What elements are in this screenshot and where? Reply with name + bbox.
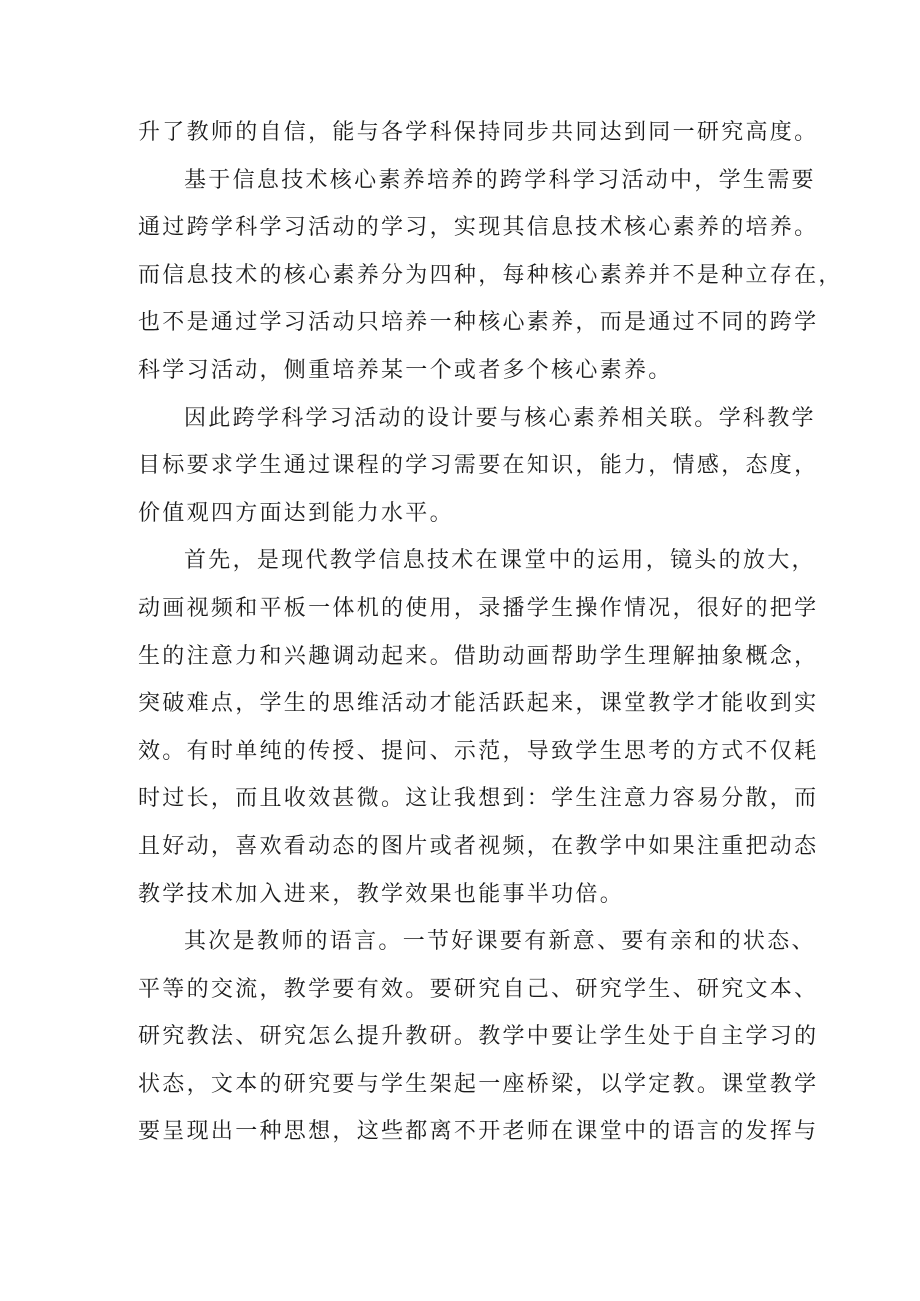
paragraph — [138, 109, 819, 157]
text-line: 研究教法、研究怎么提升教研。教学中要让学生处于自主学习的 — [138, 1024, 819, 1050]
text-line: 科学习活动，侧重培养某一个或者多个核心素养。 — [138, 357, 673, 383]
paragraph — [138, 395, 819, 538]
text-line: 基于信息技术核心素养培养的跨学科学习活动中，学生需要 — [184, 167, 816, 193]
text-line: 而信息技术的核心素养分为四种，每种核心素养并不是种立存在， — [138, 262, 843, 288]
text-line: 动画视频和平板一体机的使用，录播学生操作情况，很好的把学 — [138, 595, 819, 621]
text-line: 首先，是现代教学信息技术在课堂中的运用，镜头的放大， — [184, 548, 816, 574]
text-line: 效。有时单纯的传授、提问、示范，导致学生思考的方式不仅耗 — [138, 738, 819, 764]
text-line: 通过跨学科学习活动的学习，实现其信息技术核心素养的培养。 — [138, 215, 819, 241]
paragraph — [138, 157, 843, 395]
text-line: 平等的交流，教学要有效。要研究自己、研究学生、研究文本、 — [138, 976, 819, 1002]
text-line: 要呈现出一种思想，这些都离不开老师在课堂中的语言的发挥与 — [138, 1119, 819, 1145]
text-line: 升了教师的自信，能与各学科保持同步共同达到同一研究高度。 — [138, 120, 819, 145]
text-line: 时过长，而且收效甚微。这让我想到：学生注意力容易分散，而 — [138, 786, 819, 812]
text-line: 因此跨学科学习活动的设计要与核心素养相关联。学科教学 — [184, 405, 816, 431]
text-line: 其次是教师的语言。一节好课要有新意、要有亲和的状态、 — [184, 929, 816, 955]
text-line: 价值观四方面达到能力水平。 — [138, 500, 454, 526]
paragraph — [138, 918, 819, 1156]
document-body — [138, 109, 843, 1156]
text-line: 状态，文本的研究要与学生架起一座桥梁，以学定教。课堂教学 — [138, 1071, 819, 1097]
text-line: 突破难点，学生的思维活动才能活跃起来，课堂教学才能收到实 — [138, 691, 819, 717]
text-line: 生的注意力和兴趣调动起来。借助动画帮助学生理解抽象概念， — [138, 643, 819, 669]
text-line: 且好动，喜欢看动态的图片或者视频，在教学中如果注重把动态 — [138, 833, 819, 859]
text-line: 目标要求学生通过课程的学习需要在知识，能力，情感，态度， — [138, 453, 819, 479]
paragraph — [138, 537, 819, 918]
text-line: 也不是通过学习活动只培养一种核心素养，而是通过不同的跨学 — [138, 310, 819, 336]
text-line: 教学技术加入进来，教学效果也能事半功倍。 — [138, 881, 625, 907]
